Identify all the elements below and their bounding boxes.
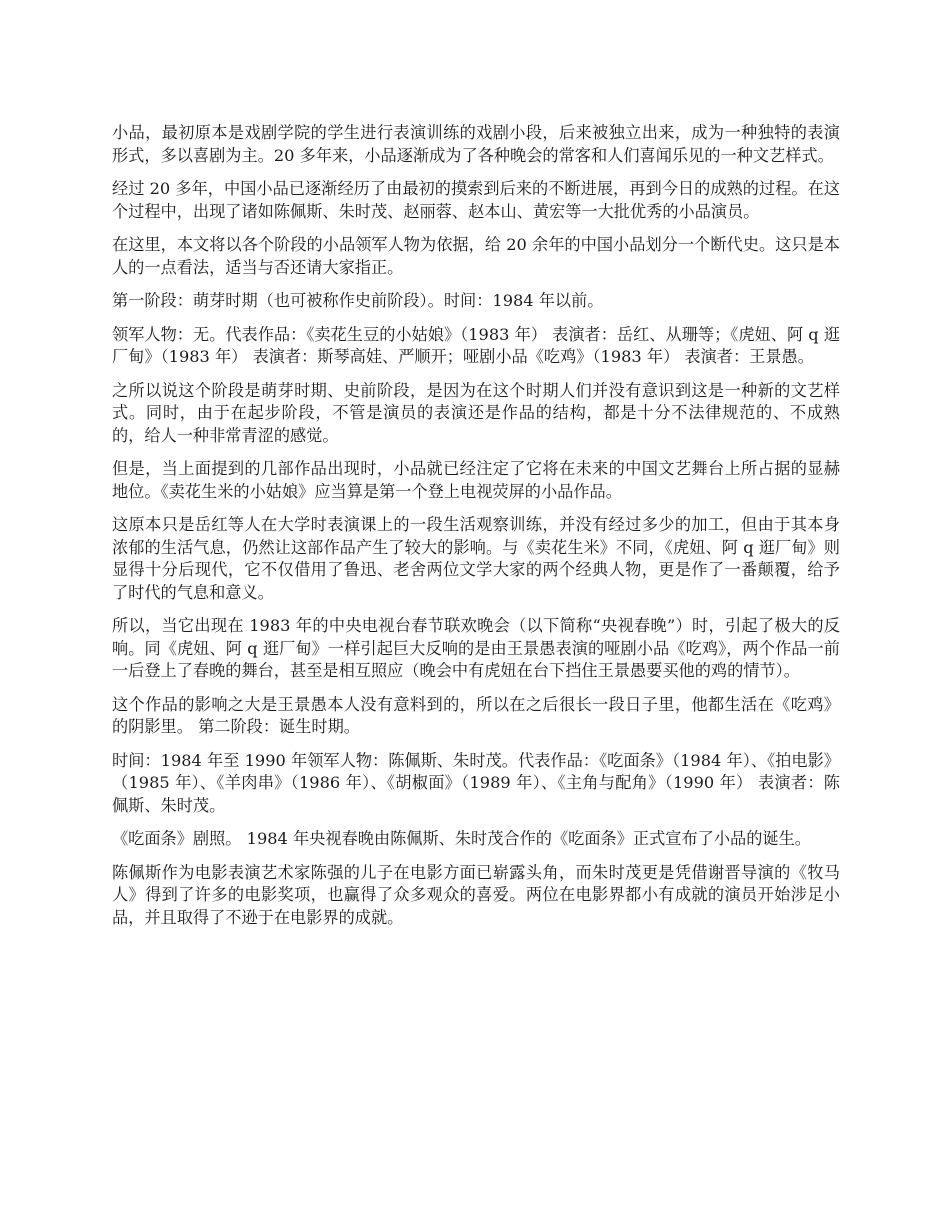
paragraph-13: 陈佩斯作为电影表演艺术家陈强的儿子在电影方面已崭露头角，而朱时茂更是凭借谢晋导演的《牧马人》得到了许多的电影奖项，也赢得了众多观众的喜爱。两位在电影界都小有成就的演员开始涉足小品，并且取得了不逊于在电影界的成就。 [112,862,840,927]
paragraph-6: 之所以说这个阶段是萌芽时期、史前阶段，是因为在这个时期人们并没有意识到这是一种新的文艺样式。同时，由于在起步阶段，不管是演员的表演还是作品的结构，都是十分不法律规范的、不成熟的，给人一种非常青涩的感觉。 [112,380,840,445]
paragraph-11: 时间：1984 年至 1990 年领军人物：陈佩斯、朱时茂。代表作品：《吃面条》（1984 年）、《拍电影》（1985 年）、《羊肉串》（1986 年）、《胡椒面》（1989 年）、《主角与配角》（1990 年） 表演者：陈佩斯、朱时茂。 [112,750,840,815]
paragraph-12: 《吃面条》剧照。 1984 年央视春晚由陈佩斯、朱时茂合作的《吃面条》正式宣布了小品的诞生。 [112,829,811,848]
paragraph-3: 在这里，本文将以各个阶段的小品领军人物为依据，给 20 余年的中国小品划分一个断代史。这只是本人的一点看法，适当与否还请大家指正。 [112,235,840,277]
paragraph-8: 这原本只是岳红等人在大学时表演课上的一段生活观察训练，并没有经过多少的加工，但由于其本身浓郁的生活气息，仍然让这部作品产生了较大的影响。与《卖花生米》不同，《虎妞、阿 q 逛厂甸》则显得十分后现代，它不仅借用了鲁迅、老舍两位文学大家的两个经典人物，更是作了一番颠覆，给予了时代的气息和意义。 [112,515,840,602]
paragraph-4: 第一阶段：萌芽时期（也可被称作史前阶段）。时间：1984 年以前。 [112,291,604,310]
paragraph-7: 但是，当上面提到的几部作品出现时，小品就已经注定了它将在未来的中国文艺舞台上所占据的显赫地位。《卖花生米的小姑娘》应当算是第一个登上电视荧屏的小品作品。 [112,459,840,501]
document-page [112,122,840,940]
paragraph-1: 小品，最初原本是戏剧学院的学生进行表演训练的戏剧小段，后来被独立出来，成为一种独特的表演形式，多以喜剧为主。20 多年来，小品逐渐成为了各种晚会的常客和人们喜闻乐见的一种文艺样式。 [112,123,840,165]
paragraph-2: 经过 20 多年，中国小品已逐渐经历了由最初的摸索到后来的不断进展，再到今日的成熟的过程。在这个过程中，出现了诸如陈佩斯、朱时茂、赵丽蓉、赵本山、黄宏等一大批优秀的小品演员。 [112,179,840,221]
paragraph-9: 所以，当它出现在 1983 年的中央电视台春节联欢晚会（以下简称“央视春晚”）时，引起了极大的反响。同《虎妞、阿 q 逛厂甸》一样引起巨大反响的是由王景愚表演的哑剧小品《吃鸡》，两个作品一前一后登上了春晚的舞台，甚至是相互照应（晚会中有虎妞在台下挡住王景愚要买他的鸡的情节）。 [112,616,840,680]
paragraph-5: 领军人物：无。代表作品：《卖花生豆的小姑娘》（1983 年） 表演者：岳红、从珊等；《虎妞、阿 q 逛厂甸》（1983 年） 表演者：斯琴高娃、严顺开；哑剧小品《吃鸡》（1983 年） 表演者：王景愚。 [112,324,840,366]
paragraph-10: 这个作品的影响之大是王景愚本人没有意料到的，所以在之后很长一段日子里，他都生活在《吃鸡》的阴影里。 第二阶段：诞生时期。 [112,694,840,736]
